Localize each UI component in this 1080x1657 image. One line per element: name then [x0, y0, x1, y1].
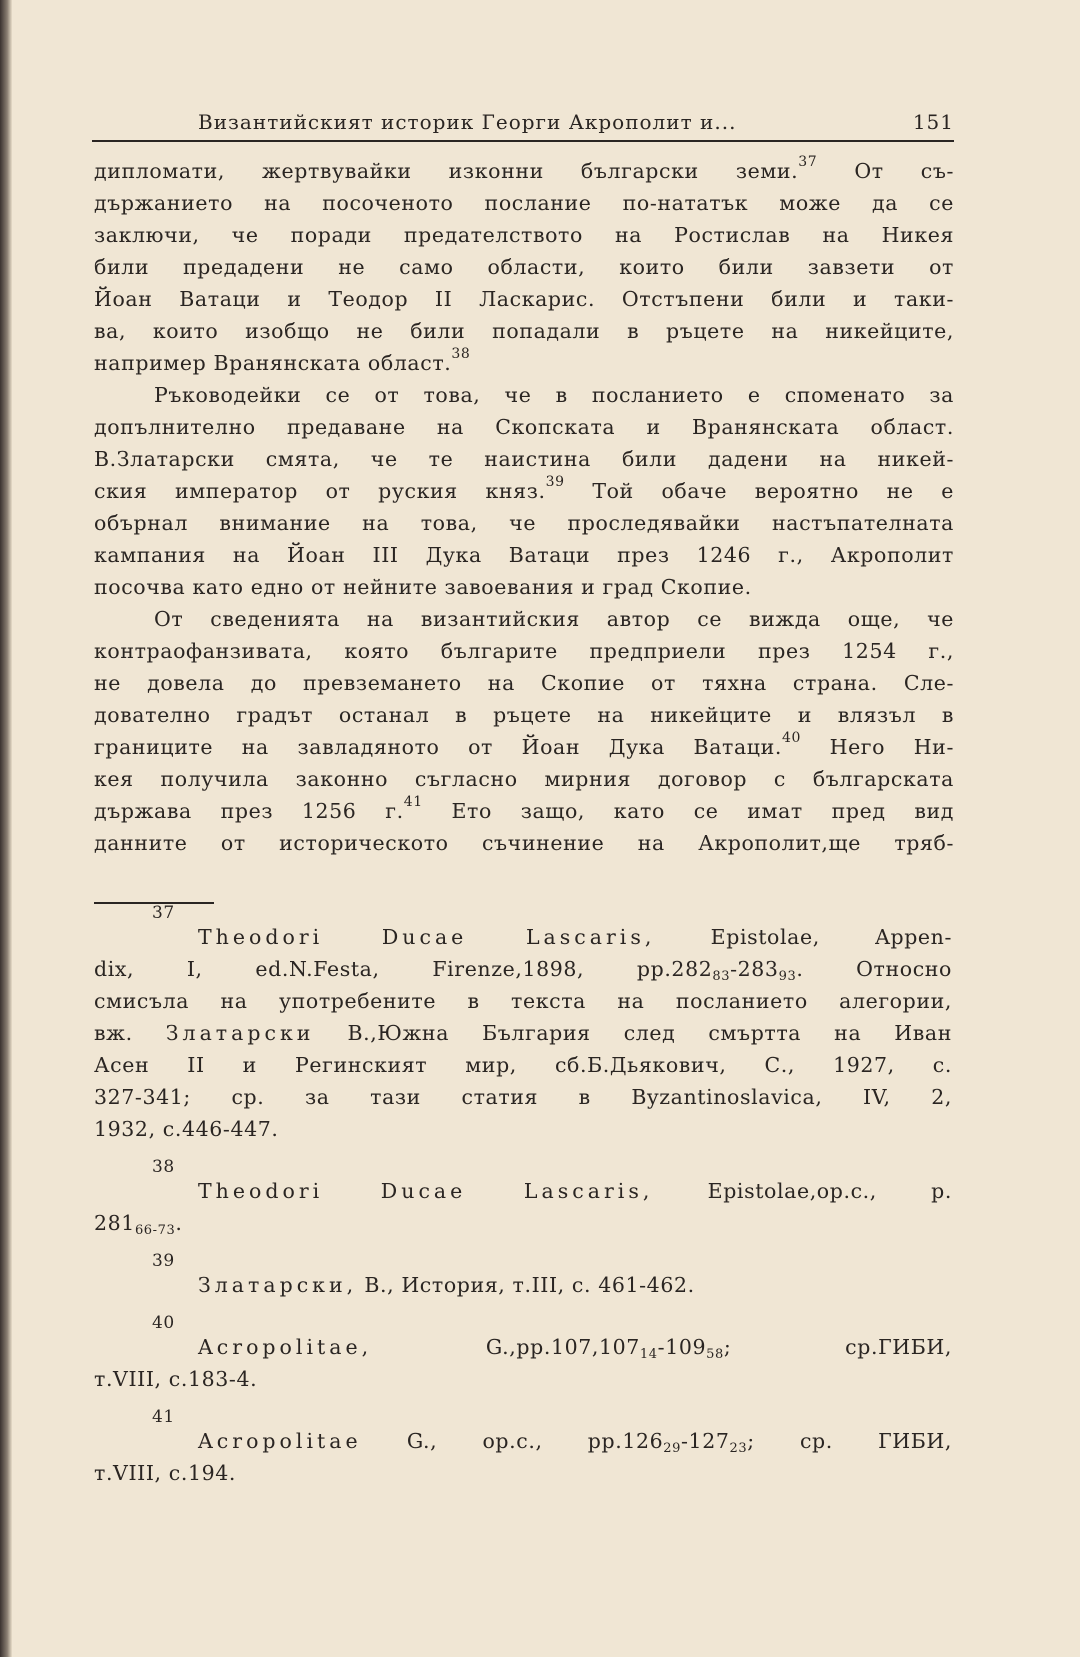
footnote-line: Acropolitae G., op.c., $pp.126_{29}-127_{23}$; ср. ГИБИ,: [198, 1429, 952, 1456]
text-line: заключи, че поради предателството на Ростислав на Никея: [94, 223, 954, 247]
footnote-line: 327-341; ср. за тази статия в Byzantinoslavica, IV, 2,: [94, 1085, 952, 1109]
footnote-line: Златарски, В., История, т.III, с. 461-462.: [198, 1273, 695, 1297]
footnote-39: [94, 1253, 952, 1301]
text-line: не довела до превземането на Скопие от тяхна страна. Сле-: [94, 671, 954, 695]
text-line: В.Златарски смята, че те наистина били дадени на никей-: [94, 447, 954, 471]
text-line: например Вранянската област.$^{38}$: [94, 346, 471, 375]
footnote-line: 1932, с.446-447.: [94, 1117, 279, 1141]
text-line: ския император от руския княз.$^{39}$ Той обаче вероятно не е: [94, 474, 955, 503]
footnote-ref-39: 39: [545, 474, 565, 490]
text-line: контраофанзивата, която българите предприели през 1254 г.,: [94, 639, 954, 663]
text-line: били предадени не само области, които били завзети от: [94, 255, 954, 279]
text-line: Йоан Ватаци и Теодор II Ласкарис. Отстъпени били и таки-: [94, 287, 954, 311]
text-line: границите на завладяното от Йоан Дука Ватаци.$^{40}$ Него Ни-: [94, 730, 954, 759]
footnote-line: $281_{66-73}$.: [94, 1211, 183, 1238]
running-header: [92, 108, 954, 142]
footnote-ref-38: 38: [451, 346, 471, 362]
footnote-37: [94, 905, 952, 1145]
footnote-38: [94, 1159, 952, 1239]
text-line: данните от историческото съчинение на Акрополит,ще тряб-: [94, 831, 954, 855]
text-line: кампания на Йоан III Дука Ватаци през 1246 г., Акрополит: [94, 543, 954, 567]
text-line: От сведенията на византийския автор се вижда още, че: [154, 607, 954, 631]
text-line: дипломати, жертвувайки изконни български земи.$^{37}$ От съ-: [94, 154, 954, 183]
footnote-ref-41: 41: [403, 794, 423, 810]
footnote-number: 39: [152, 1251, 175, 1271]
text-line: ва, които изобщо не били попадали в ръцете на никейците,: [94, 319, 954, 343]
page-binding-edge: [0, 0, 12, 1657]
running-title: Византийският историк Георги Акрополит и...: [198, 110, 737, 134]
footnote-ref-40: 40: [781, 730, 801, 746]
footnote-line: Theodori Ducae Lascaris, Epistolae, Appen-: [198, 925, 952, 949]
footnote-line: Theodori Ducae Lascaris, Epistolae,op.c., p.: [198, 1179, 952, 1203]
text-line: допълнително предаване на Скопската и Вранянската област.: [94, 415, 954, 439]
footnote-40: [94, 1315, 952, 1395]
text-line: държанието на посоченото послание по-нататък може да се: [94, 191, 954, 215]
footnote-number: 37: [152, 903, 175, 923]
footnote-line: dix, I, ed.N.Festa, Firenze,1898, $pp.282_{83}-283_{93}$. Относно: [94, 957, 952, 984]
footnote-line: т.VIII, с.194.: [94, 1461, 237, 1485]
footnote-number: 40: [152, 1313, 175, 1333]
footnote-line: т.VIII, с.183-4.: [94, 1367, 258, 1391]
text-line: посочва като едно от нейните завоевания и град Скопие.: [94, 575, 752, 599]
footnote-line: Асен II и Регинският мир, сб.Б.Дьякович, С., 1927, с.: [94, 1053, 952, 1077]
main-text: [94, 155, 954, 859]
footnote-ref-37: 37: [798, 154, 818, 170]
text-line: кея получила законно съгласно мирния договор с българската: [94, 767, 954, 791]
footnote-number: 41: [152, 1407, 175, 1427]
footnote-line: вж. Златарски В.,Южна България след смъртта на Иван: [94, 1021, 953, 1045]
text-line: Ръководейки се от това, че в посланието е споменато за: [154, 383, 954, 407]
footnote-41: [94, 1409, 952, 1489]
text-line: обърнал внимание на това, че проследявайки настъпателната: [94, 511, 954, 535]
footnotes: [94, 905, 952, 1503]
text-line: държава през 1256 г.$^{41}$ Ето защо, като се имат пред вид: [94, 794, 954, 823]
footnote-number: 38: [152, 1157, 175, 1177]
footnote-line: смисъла на употребените в текста на посланието алегории,: [94, 989, 952, 1013]
footnote-line: Acropolitae, $G.,pp.107,107_{14}-109_{58}$; ср.ГИБИ,: [198, 1335, 952, 1362]
text-line: дователно градът останал в ръцете на никейците и влязъл в: [94, 703, 954, 727]
page-number: 151: [912, 110, 954, 134]
